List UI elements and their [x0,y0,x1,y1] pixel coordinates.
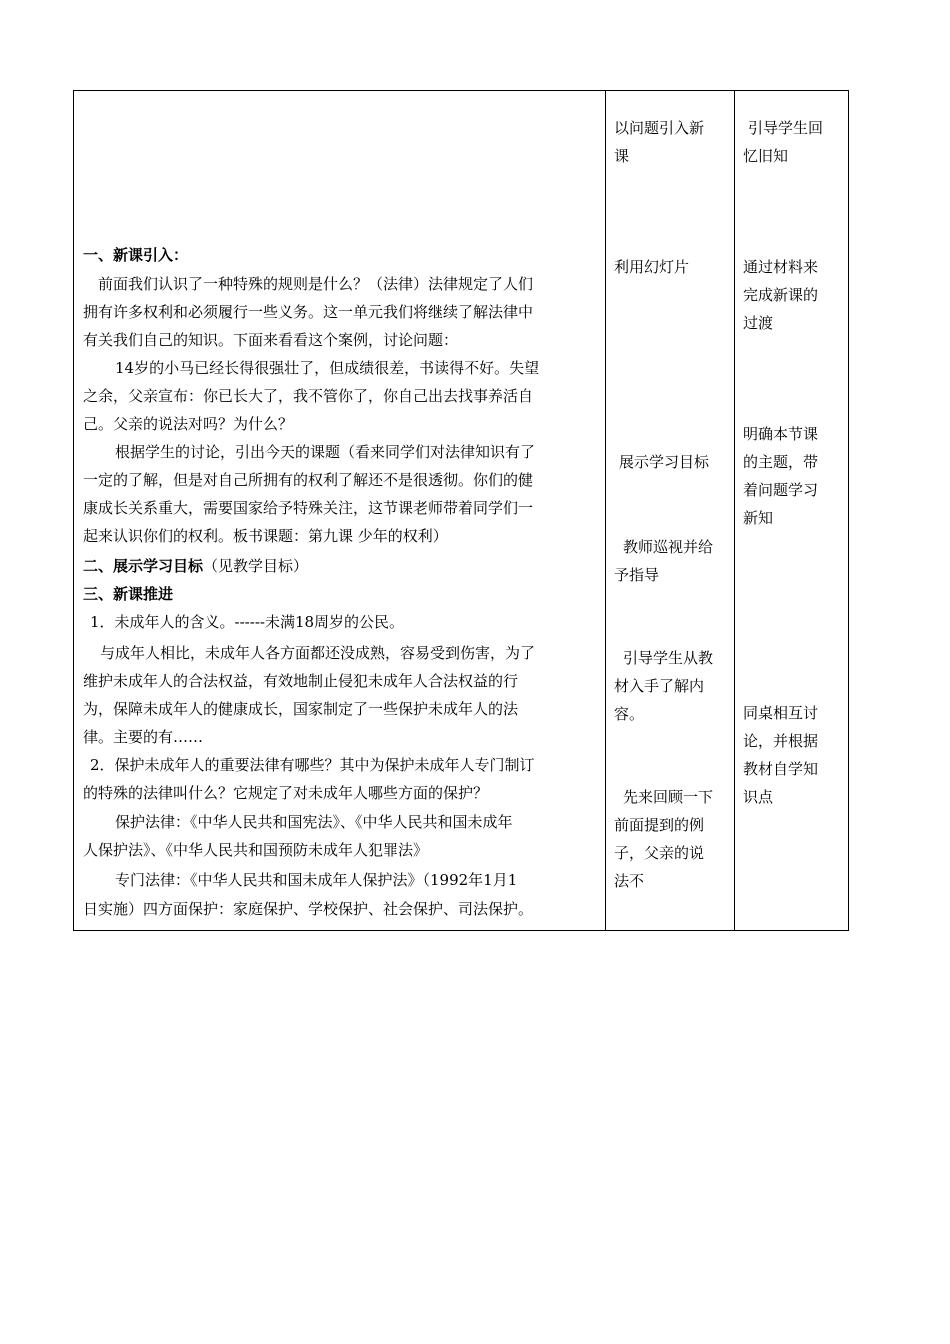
teacher-note: 子，父亲的说 [614,844,705,862]
teacher-note: 容。 [614,705,645,723]
paragraph-line: 一定的了解，但是对自己所拥有的权利了解还不是很透彻。你们的健 [83,471,534,489]
paragraph-line: 起来认识你们的权利。板书课题：第九课 少年的权利） [83,527,448,545]
teacher-note: 以问题引入新 [614,119,705,137]
student-note: 的主题，带 [743,453,819,471]
teacher-note: 前面提到的例 [614,816,705,834]
paragraph-line: 康成长关系重大，需要国家给予特殊关注，这节课老师带着同学们一 [83,499,534,517]
section-heading: 三、新课推进 [83,585,174,603]
teacher-note: 予指导 [614,566,660,584]
paragraph-line: 有关我们自己的知识。下面来看看这个案例，讨论问题： [83,331,459,349]
student-note: 识点 [743,788,774,806]
student-note: 新知 [743,509,774,527]
paragraph-line: 维护未成年人的合法权益，有效地制止侵犯未成年人合法权益的行 [83,672,519,690]
teacher-note: 引导学生从教 [623,649,714,667]
student-column [734,91,848,930]
section-heading: 二、展示学习目标 [83,557,204,575]
teacher-note: 材入手了解内 [614,677,705,695]
lesson-table [73,90,849,931]
teacher-note: 展示学习目标 [619,453,710,471]
paragraph-line: 律。主要的有…… [83,728,204,746]
section-heading-line [83,556,308,576]
paragraph-line: 与成年人相比，未成年人各方面都还没成熟，容易受到伤害，为了 [100,644,536,662]
paragraph-line: 人保护法》、《中华人民共和国预防未成年人犯罪法》 [83,841,429,859]
paragraph-line: 之余，父亲宣布：你已长大了，我不管你了，你自己出去找事养活自 [83,387,534,405]
student-note: 忆旧知 [743,147,789,165]
paragraph-line: 保护法律：《中华人民共和国宪法》、《中华人民共和国未成年 [115,813,513,831]
student-note: 明确本节课 [743,425,819,443]
list-item: 1．未成年人的含义。------未满18周岁的公民。 [90,613,405,631]
student-note: 同桌相互讨 [743,704,819,722]
paragraph-line: 专门法律：《中华人民共和国未成年人保护法》（1992年1月1 [115,871,518,889]
student-note: 过渡 [743,314,774,332]
teacher-note: 教师巡视并给 [623,538,714,556]
paragraph-line: 为，保障未成年人的健康成长，国家制定了一些保护未成年人的法 [83,700,519,718]
student-note: 着问题学习 [743,481,819,499]
section-note: （见教学目标） [203,557,309,575]
paragraph-line: 拥有许多权利和必须履行一些义务。这一单元我们将继续了解法律中 [83,303,534,321]
content-column [74,91,605,930]
section-heading: 一、新课引入： [83,246,189,264]
paragraph-line: 前面我们认识了一种特殊的规则是什么？（法律）法律规定了人们 [98,275,534,293]
student-note: 教材自学知 [743,760,819,778]
paragraph-line: 的特殊的法律叫什么？它规定了对未成年人哪些方面的保护？ [83,784,489,802]
teacher-note: 利用幻灯片 [614,258,690,276]
student-note: 引导学生回 [748,119,824,137]
paragraph-line: 己。父亲的说法对吗？为什么？ [83,415,294,433]
teacher-note: 课 [614,147,630,165]
teacher-column [605,91,734,930]
student-note: 通过材料来 [743,258,819,276]
paragraph-line: 根据学生的讨论，引出今天的课题（看来同学们对法律知识有了 [115,443,536,461]
list-item: 2．保护未成年人的重要法律有哪些？其中为保护未成年人专门制订 [90,756,535,774]
paragraph-line: 14岁的小马已经长得很强壮了，但成绩很差，书读得不好。失望 [115,359,540,377]
paragraph-line: 日实施）四方面保护：家庭保护、学校保护、社会保护、司法保护。 [83,900,534,918]
student-note: 完成新课的 [743,286,819,304]
student-note: 论，并根据 [743,732,819,750]
teacher-note: 法不 [614,872,645,890]
teacher-note: 先来回顾一下 [623,788,714,806]
